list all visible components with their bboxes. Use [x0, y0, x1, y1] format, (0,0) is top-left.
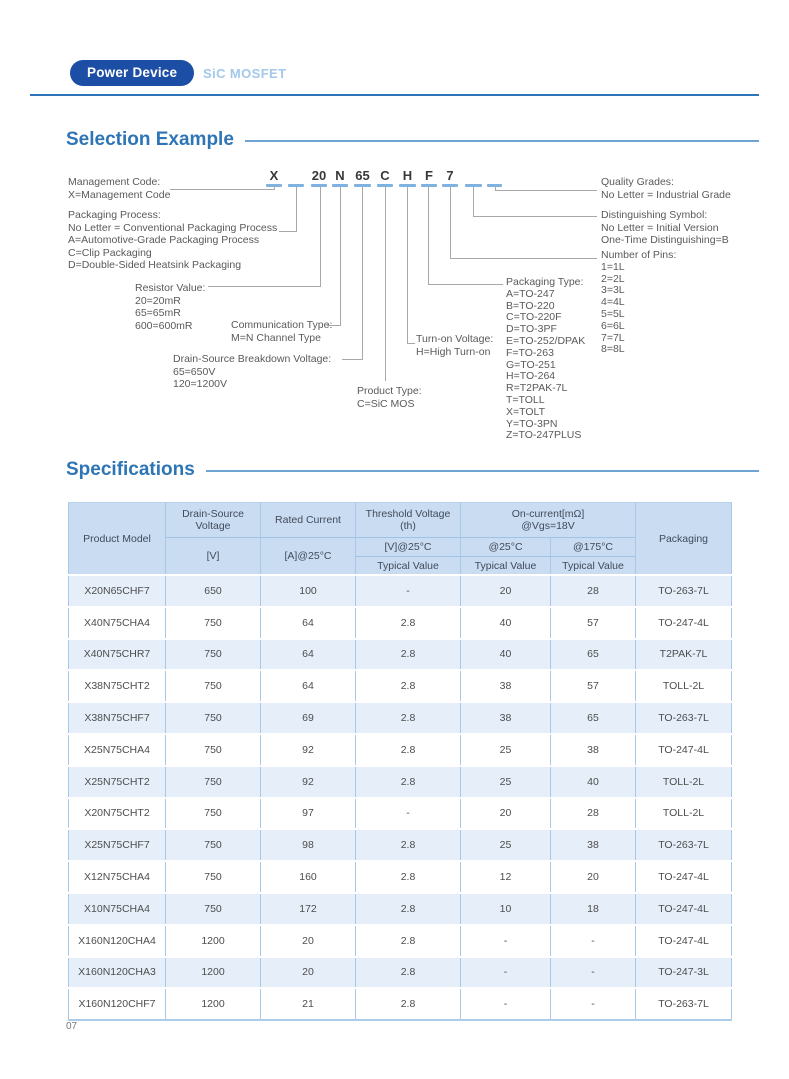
callout-turn-on-voltage: [416, 333, 493, 358]
callout-line: No Letter = Conventional Packaging Process: [68, 221, 278, 234]
connector-line: [170, 189, 274, 190]
cell-on-current-175c: 18: [551, 893, 636, 925]
cell-packaging: TO-263-7L: [636, 988, 732, 1020]
cell-on-current-175c: 38: [551, 829, 636, 861]
cell-on-current-175c: 28: [551, 798, 636, 830]
part-segment-tick: [421, 184, 437, 187]
callout-line: 6=6L: [601, 319, 625, 332]
callout-product-type: [357, 385, 422, 410]
part-segment-C: C: [380, 168, 390, 183]
connector-line: [362, 187, 363, 360]
cell-rated-current: 98: [261, 829, 356, 861]
connector-line: [385, 187, 386, 381]
part-segment-F: F: [425, 168, 433, 183]
cell-drain-source-voltage: 750: [166, 829, 261, 861]
callout-packaging-process: [68, 209, 277, 272]
callout-line: C=SiC MOS: [357, 397, 415, 410]
connector-line: [495, 187, 496, 191]
cell-drain-source-voltage: 1200: [166, 957, 261, 989]
cell-rated-current: 92: [261, 766, 356, 798]
callout-management-code: [68, 176, 170, 201]
header-line: (th): [400, 520, 416, 532]
connector-line: [495, 190, 597, 191]
col-header-product-model: Product Model: [69, 503, 166, 576]
callout-line: Z=TO-247PLUS: [506, 429, 582, 442]
power-device-badge: Power Device: [70, 60, 194, 86]
connector-line: [208, 286, 320, 287]
cell-drain-source-voltage: 750: [166, 798, 261, 830]
cell-on-current-25c: 25: [461, 766, 551, 798]
cell-product-model: X25N75CHT2: [69, 766, 166, 798]
header-line: On-current[mΩ]: [511, 508, 585, 520]
header-line: Threshold Voltage: [365, 508, 451, 520]
cell-on-current-25c: 20: [461, 798, 551, 830]
specifications-table: [68, 502, 732, 1021]
table-row: [69, 925, 732, 957]
cell-on-current-175c: 65: [551, 639, 636, 671]
cell-rated-current: 92: [261, 734, 356, 766]
header-line: @Vgs=18V: [521, 520, 575, 532]
table-row: [69, 988, 732, 1020]
cell-threshold-voltage: 2.8: [356, 766, 461, 798]
cell-on-current-25c: -: [461, 957, 551, 989]
table-row: [69, 607, 732, 639]
connector-line: [473, 216, 597, 217]
section-selection-example: [66, 129, 759, 151]
col-header-threshold-voltage: [356, 503, 461, 538]
cell-packaging: TOLL-2L: [636, 670, 732, 702]
cell-product-model: X25N75CHA4: [69, 734, 166, 766]
subheader-vth-unit: [V]@25°C: [356, 538, 461, 557]
part-segment-20: 20: [311, 168, 327, 183]
cell-threshold-voltage: 2.8: [356, 670, 461, 702]
cell-product-model: X38N75CHT2: [69, 670, 166, 702]
connector-line: [450, 187, 451, 259]
connector-line: [473, 187, 474, 217]
callout-title: Turn-on Voltage:: [416, 333, 494, 345]
cell-threshold-voltage: 2.8: [356, 607, 461, 639]
connector-line: [274, 185, 275, 190]
connector-line: [320, 187, 321, 287]
subheader-typical-value: Typical Value: [551, 557, 636, 576]
subheader-at-175c: @175°C: [551, 538, 636, 557]
table-row: [69, 798, 732, 830]
callout-line: H=TO-264: [506, 370, 556, 383]
callout-line: T=TOLL: [506, 393, 545, 406]
cell-packaging: TO-263-7L: [636, 829, 732, 861]
col-header-on-current: [461, 503, 636, 538]
cell-rated-current: 64: [261, 670, 356, 702]
cell-rated-current: 69: [261, 702, 356, 734]
subheader-voltage-unit: [V]: [166, 538, 261, 576]
cell-drain-source-voltage: 750: [166, 639, 261, 671]
col-header-rated-current: Rated Current: [261, 503, 356, 538]
callout-packaging-type: [506, 277, 585, 442]
part-segment-65: 65: [355, 168, 370, 183]
cell-packaging: TOLL-2L: [636, 766, 732, 798]
callout-line: 8=8L: [601, 343, 625, 356]
callout-quality-grades: [601, 176, 731, 201]
cell-drain-source-voltage: 1200: [166, 988, 261, 1020]
selection-example-title: Selection Example: [66, 129, 234, 150]
cell-on-current-25c: 20: [461, 575, 551, 607]
cell-product-model: X20N75CHT2: [69, 798, 166, 830]
part-segment-N: N: [335, 168, 345, 183]
cell-rated-current: 160: [261, 861, 356, 893]
cell-product-model: X38N75CHF7: [69, 702, 166, 734]
cell-on-current-25c: 40: [461, 639, 551, 671]
cell-threshold-voltage: 2.8: [356, 988, 461, 1020]
col-header-packaging: Packaging: [636, 503, 732, 576]
cell-on-current-175c: -: [551, 925, 636, 957]
selection-heading-rule: [245, 140, 759, 142]
part-segment-7: 7: [446, 168, 454, 183]
section-specifications: [66, 459, 759, 481]
callout-distinguishing-symbol: [601, 209, 729, 247]
callout-line: 3=3L: [601, 284, 625, 297]
cell-on-current-25c: -: [461, 988, 551, 1020]
callout-line: 20=20mR: [135, 294, 181, 307]
cell-drain-source-voltage: 750: [166, 861, 261, 893]
callout-line: C=TO-220F: [506, 311, 562, 324]
table-row: [69, 734, 732, 766]
cell-rated-current: 20: [261, 925, 356, 957]
cell-threshold-voltage: 2.8: [356, 957, 461, 989]
callout-title: Packaging Process:: [68, 209, 161, 221]
cell-product-model: X12N75CHA4: [69, 861, 166, 893]
cell-threshold-voltage: 2.8: [356, 893, 461, 925]
callout-line: D=Double-Sided Heatsink Packaging: [68, 259, 242, 271]
cell-on-current-175c: -: [551, 957, 636, 989]
subheader-at-25c: @25°C: [461, 538, 551, 557]
table-row: [69, 639, 732, 671]
cell-rated-current: 20: [261, 957, 356, 989]
cell-drain-source-voltage: 750: [166, 893, 261, 925]
connector-line: [428, 284, 503, 285]
callout-breakdown-voltage: [173, 353, 331, 391]
callout-line: M=N Channel Type: [231, 331, 321, 344]
callout-title: Packaging Type:: [506, 276, 584, 288]
callout-line: One-Time Distinguishing=B: [601, 234, 729, 246]
cell-rated-current: 21: [261, 988, 356, 1020]
part-segment-X: X: [269, 168, 279, 183]
cell-drain-source-voltage: 750: [166, 734, 261, 766]
cell-drain-source-voltage: 750: [166, 702, 261, 734]
cell-on-current-175c: -: [551, 988, 636, 1020]
cell-packaging: TO-247-4L: [636, 607, 732, 639]
cell-product-model: X160N120CHA4: [69, 925, 166, 957]
connector-line: [296, 187, 297, 232]
subheader-typical-value: Typical Value: [356, 557, 461, 576]
callout-line: No Letter = Initial Version: [601, 221, 719, 234]
cell-packaging: TO-263-7L: [636, 702, 732, 734]
specifications-title: Specifications: [66, 459, 195, 480]
cell-on-current-25c: 38: [461, 702, 551, 734]
cell-packaging: T2PAK-7L: [636, 639, 732, 671]
table-row: [69, 829, 732, 861]
callout-line: H=High Turn-on: [416, 345, 491, 358]
callout-communication-type: [231, 319, 332, 344]
table-row: [69, 861, 732, 893]
connector-line: [279, 231, 297, 232]
callout-line: E=TO-252/DPAK: [506, 334, 586, 347]
cell-on-current-25c: 40: [461, 607, 551, 639]
header-line: Drain-Source: [182, 508, 244, 520]
callout-resistor-value: [135, 282, 205, 332]
callout-title: Management Code:: [68, 176, 161, 188]
specifications-heading-rule: [206, 470, 759, 472]
table-row: [69, 670, 732, 702]
cell-packaging: TOLL-2L: [636, 798, 732, 830]
cell-on-current-25c: 25: [461, 734, 551, 766]
callout-title: Drain-Source Breakdown Voltage:: [173, 353, 332, 365]
callout-line: G=TO-251: [506, 358, 556, 371]
callout-line: Y=TO-3PN: [506, 417, 558, 430]
cell-rated-current: 172: [261, 893, 356, 925]
header-rule: [30, 94, 759, 96]
callout-title: Number of Pins:: [601, 249, 677, 261]
part-segment-H: H: [402, 168, 413, 183]
cell-rated-current: 64: [261, 607, 356, 639]
connector-line: [340, 187, 341, 326]
cell-on-current-175c: 57: [551, 607, 636, 639]
callout-line: 65=65mR: [135, 307, 181, 319]
cell-rated-current: 97: [261, 798, 356, 830]
callout-line: X=Management Code: [68, 188, 171, 201]
cell-on-current-25c: 38: [461, 670, 551, 702]
cell-threshold-voltage: 2.8: [356, 702, 461, 734]
cell-drain-source-voltage: 650: [166, 575, 261, 607]
cell-on-current-175c: 40: [551, 766, 636, 798]
callout-line: 120=1200V: [173, 378, 228, 390]
cell-product-model: X10N75CHA4: [69, 893, 166, 925]
table-row: [69, 957, 732, 989]
cell-on-current-175c: 20: [551, 861, 636, 893]
cell-drain-source-voltage: 750: [166, 670, 261, 702]
product-family-label: SiC MOSFET: [203, 66, 287, 81]
callout-line: 1=1L: [601, 260, 625, 273]
callout-line: B=TO-220: [506, 299, 555, 312]
subheader-current-unit: [A]@25°C: [261, 538, 356, 576]
cell-drain-source-voltage: 750: [166, 607, 261, 639]
page-number: 07: [66, 1021, 78, 1032]
callout-line: 7=7L: [601, 331, 625, 344]
subheader-typical-value: Typical Value: [461, 557, 551, 576]
cell-packaging: TO-263-7L: [636, 575, 732, 607]
connector-line: [342, 359, 362, 360]
cell-on-current-175c: 28: [551, 575, 636, 607]
cell-threshold-voltage: -: [356, 575, 461, 607]
callout-title: Product Type:: [357, 385, 422, 397]
table-row: [69, 766, 732, 798]
cell-threshold-voltage: 2.8: [356, 925, 461, 957]
cell-product-model: X20N65CHF7: [69, 575, 166, 607]
cell-product-model: X25N75CHF7: [69, 829, 166, 861]
callout-line: 4=4L: [601, 296, 625, 309]
table-row: [69, 893, 732, 925]
cell-threshold-voltage: 2.8: [356, 829, 461, 861]
cell-drain-source-voltage: 750: [166, 766, 261, 798]
cell-product-model: X160N120CHA3: [69, 957, 166, 989]
cell-on-current-25c: -: [461, 925, 551, 957]
callout-line: X=TOLT: [506, 405, 546, 418]
callout-line: 600=600mR: [135, 319, 193, 332]
cell-on-current-175c: 65: [551, 702, 636, 734]
callout-title: Quality Grades:: [601, 176, 674, 188]
cell-packaging: TO-247-4L: [636, 861, 732, 893]
cell-rated-current: 64: [261, 639, 356, 671]
callout-title: Distinguishing Symbol:: [601, 209, 708, 221]
connector-line: [450, 258, 597, 259]
cell-on-current-175c: 57: [551, 670, 636, 702]
callout-line: R=T2PAK-7L: [506, 382, 568, 395]
cell-on-current-25c: 25: [461, 829, 551, 861]
cell-on-current-25c: 10: [461, 893, 551, 925]
callout-line: F=TO-263: [506, 346, 554, 359]
callout-title: Resistor Value:: [135, 282, 206, 294]
col-header-drain-source-voltage: [166, 503, 261, 538]
specifications-table-body: [69, 575, 732, 1020]
cell-packaging: TO-247-4L: [636, 893, 732, 925]
part-segment-tick: [311, 184, 327, 187]
cell-threshold-voltage: 2.8: [356, 639, 461, 671]
cell-product-model: X40N75CHA4: [69, 607, 166, 639]
table-row: [69, 575, 732, 607]
cell-packaging: TO-247-3L: [636, 957, 732, 989]
table-row: [69, 702, 732, 734]
callout-line: A=TO-247: [506, 287, 555, 300]
callout-title: Communication Type:: [231, 319, 333, 331]
connector-line: [407, 187, 408, 344]
callout-line: D=TO-3PF: [506, 323, 557, 336]
connector-line: [428, 187, 429, 285]
cell-packaging: TO-247-4L: [636, 925, 732, 957]
cell-on-current-175c: 38: [551, 734, 636, 766]
callout-line: 5=5L: [601, 307, 625, 320]
callout-line: No Letter = Industrial Grade: [601, 188, 731, 201]
connector-line: [407, 343, 415, 344]
cell-product-model: X160N120CHF7: [69, 988, 166, 1020]
callout-line: A=Automotive-Grade Packaging Process: [68, 234, 260, 246]
cell-threshold-voltage: 2.8: [356, 861, 461, 893]
callout-number-of-pins: [601, 250, 676, 356]
cell-drain-source-voltage: 1200: [166, 925, 261, 957]
header-line: Voltage: [195, 520, 231, 532]
cell-threshold-voltage: -: [356, 798, 461, 830]
cell-product-model: X40N75CHR7: [69, 639, 166, 671]
cell-threshold-voltage: 2.8: [356, 734, 461, 766]
callout-line: 65=650V: [173, 365, 216, 378]
callout-line: C=Clip Packaging: [68, 246, 152, 259]
cell-on-current-25c: 12: [461, 861, 551, 893]
callout-line: 2=2L: [601, 272, 625, 285]
cell-packaging: TO-247-4L: [636, 734, 732, 766]
cell-rated-current: 100: [261, 575, 356, 607]
